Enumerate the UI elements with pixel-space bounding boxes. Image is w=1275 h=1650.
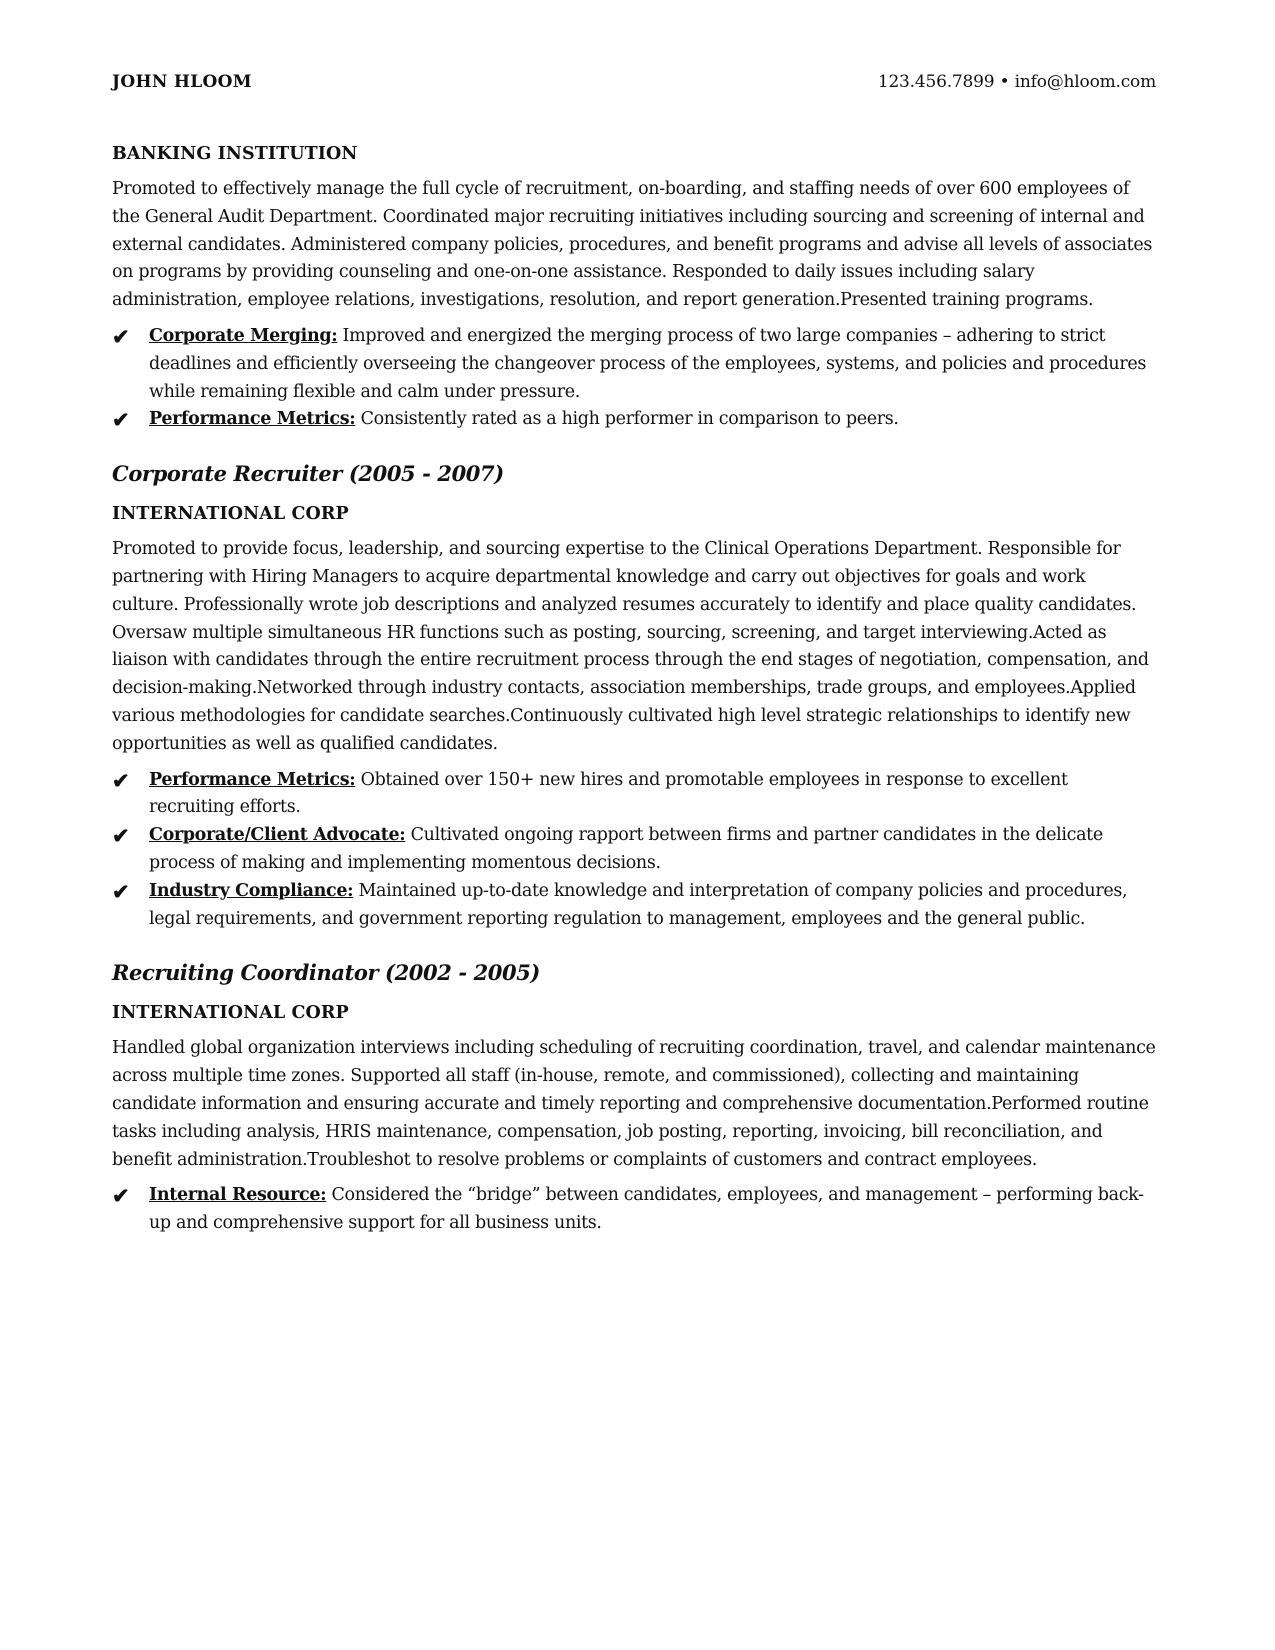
job-title: Corporate Recruiter (2005 - 2007) bbox=[112, 461, 504, 487]
achievement-label: Corporate Merging: bbox=[149, 325, 338, 346]
achievement-label: Corporate/Client Advocate: bbox=[149, 825, 406, 846]
checkmark-icon: ✔ bbox=[112, 1183, 130, 1209]
job-description: Handled global organization interviews including scheduling of recruiting coordination, travel, and calendar maintenance across multiple time zones. Supported all staff (in-house, remote, and commissioned), collecting and maintaining candidate information and ensuring accurate and timely reporting and comprehensive documentation.Performed routine tasks including analysis, HRIS maintenance, compensation, job posting, reporting, invoicing, bill reconciliation, and benefit administration.Troubleshot to resolve problems or complaints of customers and contract employees. bbox=[112, 1038, 1156, 1170]
checkmark-icon: ✔ bbox=[112, 823, 130, 849]
achievement-label: Internal Resource: bbox=[149, 1185, 327, 1206]
checkmark-icon: ✔ bbox=[112, 407, 130, 433]
checkmark-icon: ✔ bbox=[112, 878, 130, 904]
achievement-label: Performance Metrics: bbox=[149, 769, 356, 790]
job-title: Recruiting Coordinator (2002 - 2005) bbox=[112, 960, 540, 986]
checkmark-icon: ✔ bbox=[112, 323, 130, 349]
achievement-item bbox=[112, 822, 1156, 878]
experience-section bbox=[112, 460, 1156, 933]
experience-section bbox=[112, 959, 1156, 1238]
checkmark-icon: ✔ bbox=[112, 767, 130, 793]
experience-sections bbox=[112, 142, 1156, 1238]
achievement-list bbox=[112, 1182, 1156, 1238]
achievement-list bbox=[112, 767, 1156, 934]
company-name: INTERNATIONAL CORP bbox=[112, 504, 349, 525]
achievement-label: Performance Metrics: bbox=[149, 409, 356, 430]
achievement-text: Cultivated ongoing rapport between firms and partner candidates in the delicate process of making and implementing momentous decisions. bbox=[149, 825, 1103, 873]
achievement-text: Improved and energized the merging process of two large companies – adhering to strict deadlines and efficiently overseeing the changeover process of the employees, systems, and policies and procedures while remaining flexible and calm under pressure. bbox=[149, 325, 1146, 402]
achievement-item bbox=[112, 767, 1156, 823]
achievement-item bbox=[112, 878, 1156, 934]
achievement-text: Consistently rated as a high performer in comparison to peers. bbox=[355, 409, 899, 430]
resume-header bbox=[112, 72, 1156, 98]
experience-section bbox=[112, 142, 1156, 434]
achievement-text: Maintained up-to-date knowledge and interpretation of company policies and procedures, legal requirements, and government reporting regulation to management, employees and the general public. bbox=[149, 880, 1128, 929]
company-name: BANKING INSTITUTION bbox=[112, 144, 358, 164]
job-description: Promoted to effectively manage the full cycle of recruitment, on-boarding, and staffing needs of over 600 employees of the General Audit Department. Coordinated major recruiting initiatives including sourcing and screening of internal and external candidates. Administered company policies, procedures, and benefit programs and advise all levels of associates on programs by providing counseling and one-on-one assistance. Responded to daily issues including salary administration, employee relations, investigations, resolution, and report generation.Presented training programs. bbox=[112, 179, 1152, 311]
contact-info: 123.456.7899 • info@hloom.com bbox=[877, 72, 1156, 92]
achievement-text: Considered the “bridge” between candidates, employees, and management – performing back-up and comprehensive support for all business units. bbox=[149, 1185, 1144, 1234]
achievement-text: Obtained over 150+ new hires and promotable employees in response to excellent recruiting efforts. bbox=[149, 769, 1068, 818]
achievement-item bbox=[112, 1182, 1156, 1238]
job-description: Promoted to provide focus, leadership, and sourcing expertise to the Clinical Operations Department. Responsible for partnering with Hiring Managers to acquire departmental knowledge and carry out objectives for goals and work culture. Professionally wrote job descriptions and analyzed resumes accurately to identify and place quality candidates. Oversaw multiple simultaneous HR functions such as posting, sourcing, screening, and target interviewing.Acted as liaison with candidates through the entire recruitment process through the end stages of negotiation, compensation, and decision-making.Networked through industry contacts, association memberships, trade groups, and employees.Applied various methodologies for candidate searches.Continuously cultivated high level strategic relationships to identify new opportunities as well as qualified candidates. bbox=[112, 539, 1149, 754]
company-name: INTERNATIONAL CORP bbox=[112, 1003, 349, 1024]
achievement-item bbox=[112, 323, 1156, 406]
achievement-list bbox=[112, 323, 1156, 434]
achievement-label: Industry Compliance: bbox=[149, 880, 354, 901]
achievement-item bbox=[112, 406, 1156, 434]
candidate-name: JOHN HLOOM bbox=[112, 72, 252, 92]
resume-page bbox=[112, 72, 1156, 1264]
